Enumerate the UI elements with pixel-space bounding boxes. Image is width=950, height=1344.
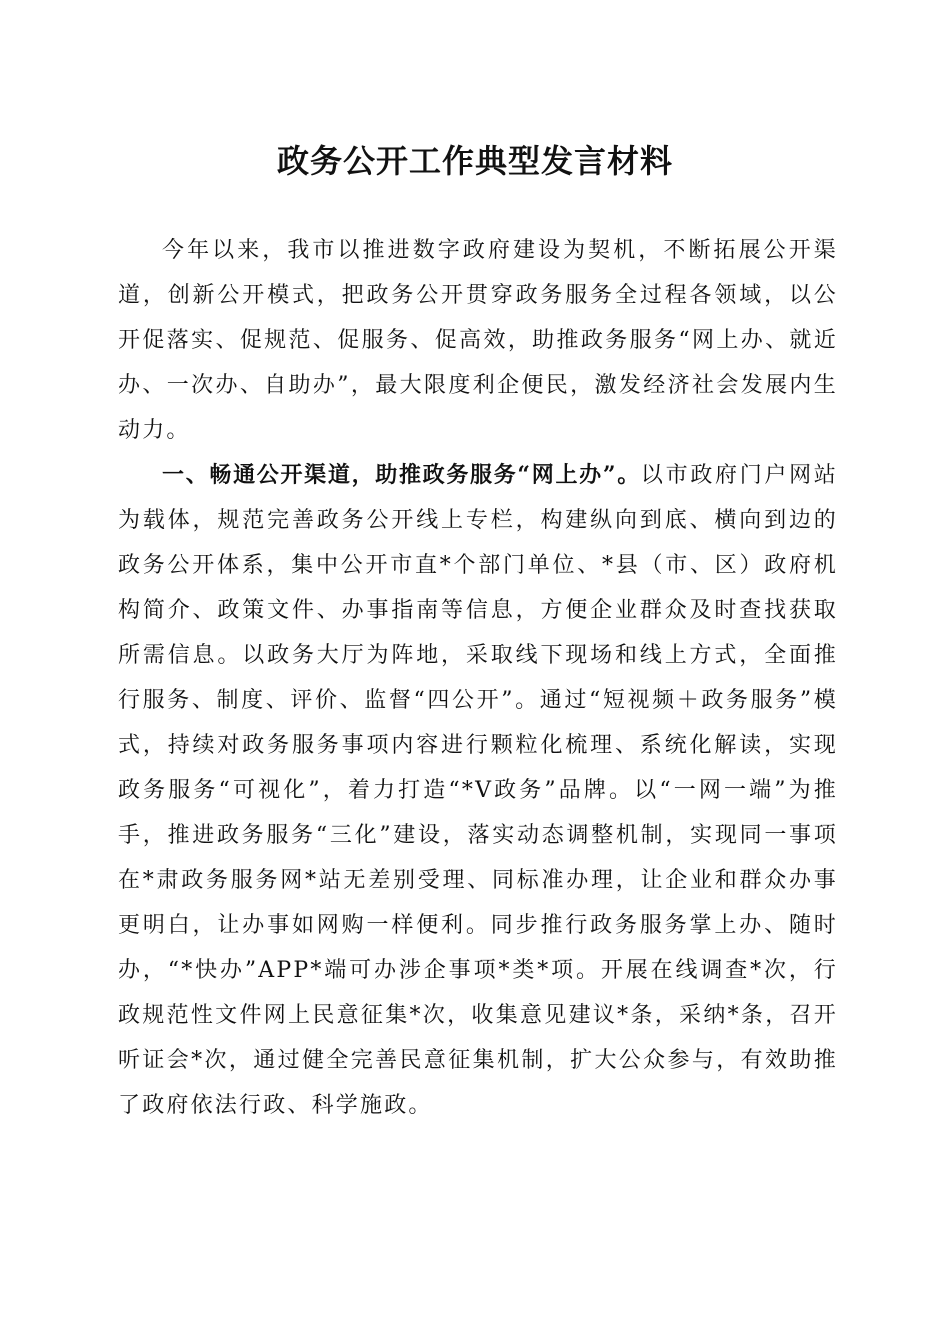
intro-paragraph: 今年以来，我市以推进数字政府建设为契机，不断拓展公开渠道，创新公开模式，把政务公开贯穿政务服务全过程各领域，以公开促落实、促规范、促服务、促高效，助推政务服务“网上办、就近办、一次办、自助办”，最大限度利企便民，激发经济社会发展内生动力。 — [118, 238, 838, 443]
section-one-heading: 一、畅通公开渠道，助推政务服务“网上办”。 — [162, 462, 641, 488]
section-one-text: 以市政府门户网站为载体，规范完善政务公开线上专栏，构建纵向到底、横向到边的政务公开体系，集中公开市直*个部门单位、*县（市、区）政府机构简介、政策文件、办事指南等信息，方便企业群众及时查找获取所需信息。以政务大厅为阵地，采取线下现场和线上方式，全面推行服务、制度、评价、监督“四公开”。通过“短视频＋政务服务”模式，持续对政务服务事项内容进行颗粒化梳理、系统化解读，实现政务服务“可视化”，着力打造“*V政务”品牌。以“一网一端”为推手，推进政务服务“三化”建设，落实动态调整机制，实现同一事项在*肃政务服务网*站无差别受理、同标准办理，让企业和群众办事更明白，让办事如网购一样便利。同步推行政务服务掌上办、随时办，“*快办”APP*端可办涉企事项*类*项。开展在线调查*次，行政规范性文件网上民意征集*次，收集意见建议*条，采纳*条，召开听证会*次，通过健全完善民意征集机制，扩大公众参与，有效助推了政府依法行政、科学施政。 — [118, 463, 838, 1118]
document-title: 政务公开工作典型发言材料 — [276, 142, 673, 180]
document-body — [118, 228, 838, 1128]
section-one-paragraph — [118, 453, 838, 1128]
